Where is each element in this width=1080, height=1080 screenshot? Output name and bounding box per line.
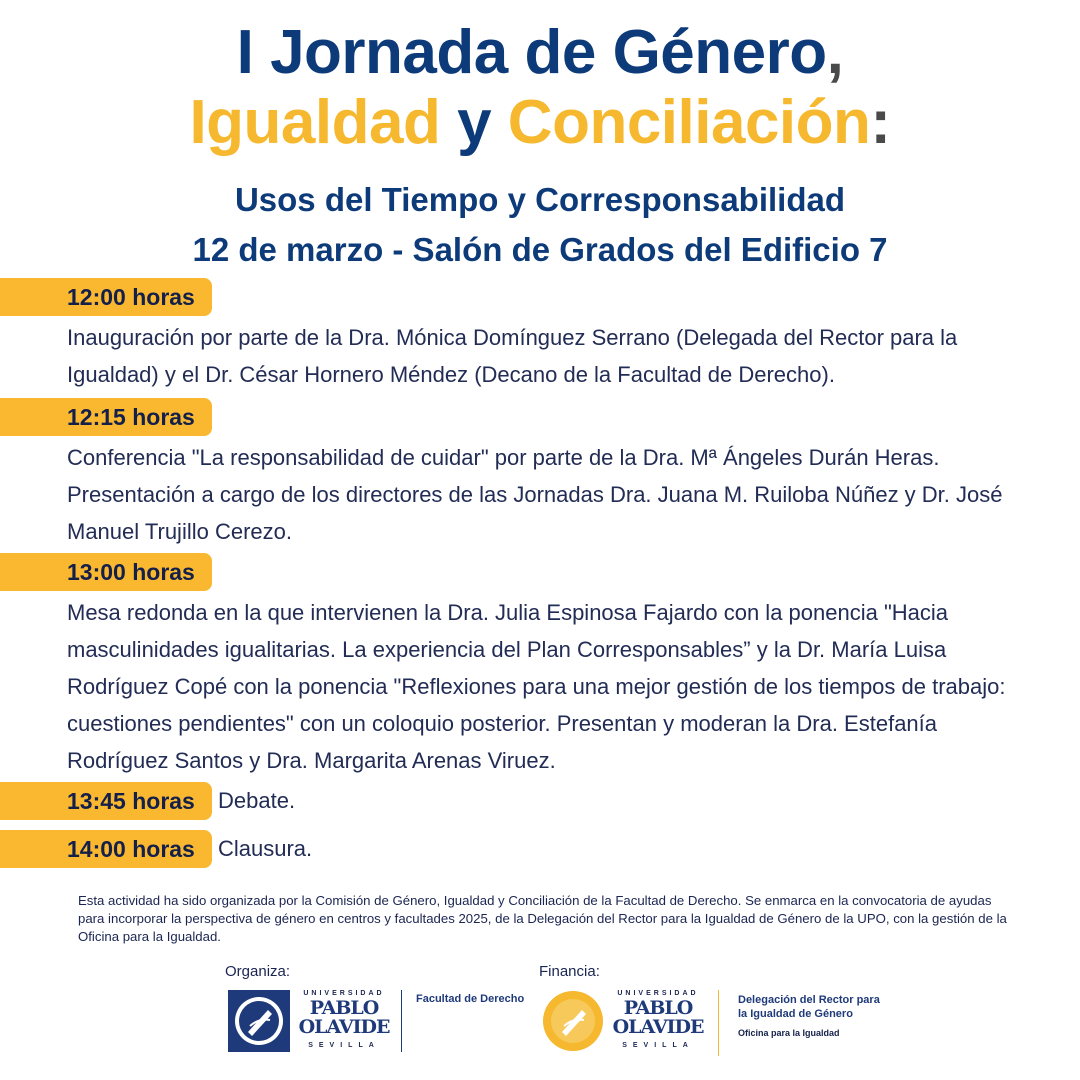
upo-logo-blue	[228, 990, 398, 1052]
upo-logo-gold	[542, 990, 712, 1052]
logo-top-text: UNIVERSIDAD	[617, 990, 699, 997]
program-description: Mesa redonda en la que intervienen la Dra. Julia Espinosa Fajardo con la ponencia "Hacia masculinidades igualitarias. La experiencia del Plan Corresponsables” y la Dr. María Luisa Rodríguez Copé con la ponencia "Reflexiones para una mejor gestión de los tiempos de trabajo: cuestiones pendientes" con un coloquio posterior. Presentan y moderan la Dra. Estefanía Rodríguez Santos y Dra. Margarita Arenas Viruez.	[67, 600, 1006, 773]
subtitle: Usos del Tiempo y Corresponsabilidad	[234, 181, 846, 218]
footnote: Esta actividad ha sido organizada por la Comisión de Género, Igualdad y Conciliación de la Facultad de Derecho. Se enmarca en la convocatoria de ayudas para incorporar la perspectiva de género en centros y facultades 2025, de la Delegación del Rector para la Igualdad de Género de la UPO, con la gestión de la Oficina para la Igualdad.	[78, 893, 1007, 944]
date-place: 12 de marzo - Salón de Grados del Edificio 7	[192, 231, 888, 268]
program-description: Debate.	[218, 788, 296, 813]
logo-name: PABLO OLAVIDE	[612, 997, 704, 1038]
logo-divider	[401, 990, 402, 1052]
program-description: Inauguración por parte de la Dra. Mónica Domínguez Serrano (Delegada del Rector para la Igualdad) y el Dr. César Hornero Méndez (Decano de la Facultad de Derecho).	[67, 325, 958, 387]
program-description: Conferencia "La responsabilidad de cuidar" por parte de la Dra. Mª Ángeles Durán Heras. Presentación a cargo de los directores de las Jornadas Dra. Juana M. Ruiloba Núñez y Dr. José Manuel Trujillo Cerezo.	[67, 445, 1003, 544]
financia-label: Financia:	[539, 963, 600, 980]
title-line-2	[0, 90, 1080, 156]
upo-emblem-icon	[228, 990, 290, 1052]
title-and: y	[457, 88, 492, 157]
time-badge: 13:45 horas	[0, 782, 212, 820]
title-colon: :	[870, 88, 891, 157]
title-text: I Jornada de Género	[236, 18, 827, 87]
logo-top-text: UNIVERSIDAD	[303, 990, 385, 997]
time-badge: 14:00 horas	[0, 830, 212, 868]
time-badge: 12:15 horas	[0, 398, 212, 436]
time-badge: 13:00 horas	[0, 553, 212, 591]
title-comma: ,	[826, 18, 844, 87]
logo-city: SEVILLA	[308, 1042, 380, 1049]
partner-delegacion: Delegación del Rector para la Igualdad de Género Oficina para la Igualdad	[738, 994, 880, 1038]
organiza-label: Organiza:	[225, 963, 291, 980]
title-conciliacion: Conciliación	[507, 88, 871, 157]
logo-divider	[718, 990, 719, 1056]
upo-emblem-icon	[542, 990, 604, 1052]
title-igualdad: Igualdad	[189, 88, 441, 157]
time-badge: 12:00 horas	[0, 278, 212, 316]
program-description: Clausura.	[218, 836, 313, 861]
logo-city: SEVILLA	[622, 1042, 694, 1049]
logo-name: PABLO OLAVIDE	[298, 997, 390, 1038]
partner-facultad: Facultad de Derecho	[416, 993, 525, 1005]
title-line-1	[0, 20, 1080, 86]
